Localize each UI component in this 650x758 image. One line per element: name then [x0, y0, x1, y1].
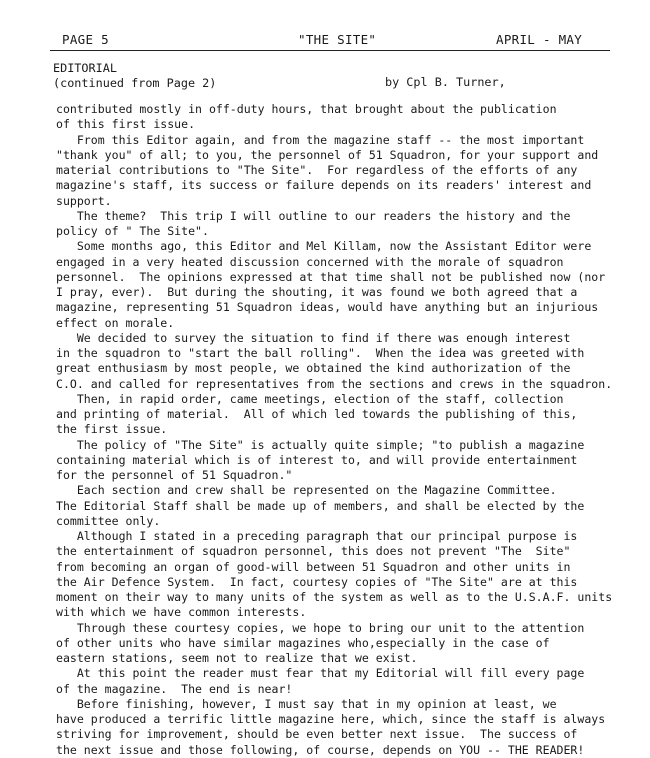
text-line: From this Editor again, and from the magazine staff -- the most important — [56, 132, 585, 147]
text-line: and printing of material. All of which led towards the publishing of this, — [56, 407, 578, 421]
text-line: of the magazine. The end is near! — [56, 681, 293, 696]
text-line: personnel. The opinions expressed at that time shall not be published now (nor — [56, 269, 606, 284]
issue-date: APRIL - MAY — [496, 32, 583, 47]
text-line: Although I stated in a preceding paragraph that our principal purpose is — [56, 529, 578, 543]
text-line: striving for improvement, should be even better next issue. The success of — [56, 727, 578, 742]
text-line: We decided to survey the situation to find if there was enough interest — [56, 330, 571, 345]
text-line: moment on their way to many units of the system as well as to the U.S.A.F. units — [56, 590, 613, 604]
text-line: I pray, ever). But during the shouting, it was found we both agreed that a — [56, 285, 578, 299]
text-line: Before finishing, however, I must say that in my opinion at least, we — [56, 696, 557, 711]
text-line: magazine's staff, its success or failure depends on its readers' interest and — [56, 178, 592, 193]
page-number: PAGE 5 — [62, 32, 109, 47]
text-line: the next issue and those following, of course, depends on YOU -- THE READER! — [56, 742, 585, 757]
text-line: Then, in rapid order, came meetings, election of the staff, collection — [56, 391, 564, 406]
text-line: magazine, representing 51 Squadron ideas, would have anything but an injurious — [56, 300, 599, 315]
text-line: for the personnel of 51 Squadron." — [56, 468, 293, 482]
text-line: policy of " The Site". — [56, 224, 209, 238]
text-line: At this point the reader must fear that my Editorial will fill every page — [56, 666, 585, 681]
section-title: EDITORIAL — [53, 61, 117, 75]
text-line: of other units who have similar magazines who,especially in the case of — [56, 635, 550, 650]
byline: by Cpl B. Turner, — [385, 75, 506, 89]
text-line: effect on morale. — [56, 315, 175, 330]
text-line: the first issue. — [56, 422, 168, 437]
running-header — [50, 32, 610, 51]
text-line: engaged in a very heated discussion concerned with the morale of squadron — [56, 254, 564, 269]
text-line: contributed mostly in off-duty hours, that brought about the publication — [56, 102, 557, 116]
text-line: committee only. — [56, 513, 161, 528]
text-line: of this first issue. — [56, 117, 196, 132]
text-line: The theme? This trip I will outline to our readers the history and the — [56, 208, 571, 223]
publication-title: "THE SITE" — [298, 32, 377, 47]
text-line: Each section and crew shall be represented on the Magazine Committee. — [56, 483, 557, 498]
article-body — [56, 102, 616, 758]
text-line: have produced a terrific little magazine here, which, since the staff is always — [56, 712, 606, 726]
text-line: The Editorial Staff shall be made up of members, and shall be elected by the — [56, 498, 585, 513]
text-line: The policy of "The Site" is actually quite simple; "to publish a magazine — [56, 437, 585, 452]
text-line: great enthusiasm by most people, we obtained the kind authorization of the — [56, 361, 571, 376]
article-heading — [53, 61, 613, 90]
text-line: support. — [56, 193, 112, 208]
text-line: eastern stations, seem not to realize that we exist. — [56, 651, 418, 665]
text-line: with which we have common interests. — [56, 605, 307, 620]
text-line: Through these courtesy copies, we hope to bring our unit to the attention — [56, 620, 585, 635]
text-line: in the squadron to "start the ball rolling". When the idea was greeted with — [56, 346, 585, 360]
text-line: containing material which is of interest to, and will provide entertainment — [56, 452, 578, 467]
text-line: from becoming an organ of good-will between 51 Squadron and other units in — [56, 559, 571, 574]
text-line: the entertainment of squadron personnel, this does not prevent "The Site" — [56, 544, 571, 559]
text-line: C.O. and called for representatives from the sections and crews in the squadron. — [56, 376, 613, 391]
text-line: "thank you" of all; to you, the personnel of 51 Squadron, for your support and — [56, 147, 599, 162]
text-line: the Air Defence System. In fact, courtesy copies of "The Site" are at this — [56, 574, 578, 589]
text-line: material contributions to "The Site". For regardless of the efforts of any — [56, 163, 578, 177]
continuation-note: (continued from Page 2) — [53, 75, 217, 90]
text-line: Some months ago, this Editor and Mel Killam, now the Assistant Editor were — [56, 239, 592, 254]
